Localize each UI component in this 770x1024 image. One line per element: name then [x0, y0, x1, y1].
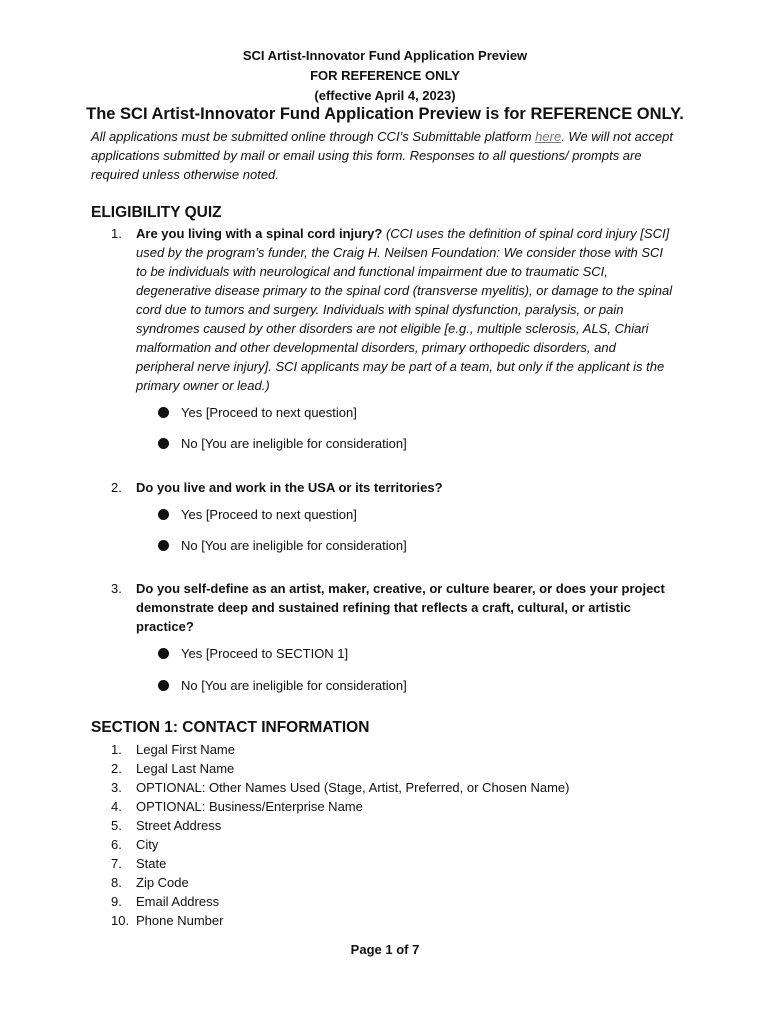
bullet-icon [158, 680, 169, 691]
item-number: 4. [111, 799, 122, 814]
question-1 [91, 224, 691, 395]
item-number: 1. [111, 742, 122, 757]
list-item [91, 892, 651, 911]
bullet-icon [158, 509, 169, 520]
bullet-icon [158, 648, 169, 659]
option-label: No [You are ineligible for consideration] [181, 436, 407, 451]
page-title: The SCI Artist-Innovator Fund Application Preview is for REFERENCE ONLY. [86, 105, 684, 123]
question-text: Do you self-define as an artist, maker, creative, or culture bearer, or does your project demonstrate deep and sustained refining that reflects a craft, cultural, or artistic practice? [136, 581, 665, 634]
item-label: Zip Code [136, 875, 189, 890]
header-reference-note: FOR REFERENCE ONLY [310, 68, 460, 83]
eligibility-heading: ELIGIBILITY QUIZ [91, 204, 222, 221]
item-label: Legal Last Name [136, 761, 235, 776]
option-no[interactable] [158, 676, 407, 695]
question-2 [91, 478, 691, 497]
item-label: OPTIONAL: Business/Enterprise Name [136, 799, 363, 814]
list-item [91, 759, 651, 778]
option-yes[interactable] [158, 403, 357, 422]
list-item [91, 797, 651, 816]
item-number: 2. [111, 761, 122, 776]
option-yes[interactable] [158, 644, 348, 663]
item-number: 6. [111, 837, 122, 852]
list-item [91, 778, 651, 797]
question-text: Are you living with a spinal cord injury? [136, 226, 383, 241]
list-item [91, 911, 651, 930]
item-label: Street Address [136, 818, 222, 833]
item-number: 5. [111, 818, 122, 833]
item-label: Email Address [136, 894, 220, 909]
question-number: 2. [111, 480, 122, 495]
section1-heading: SECTION 1: CONTACT INFORMATION [91, 719, 370, 736]
question-number: 1. [111, 226, 122, 241]
option-label: Yes [Proceed to next question] [181, 507, 357, 522]
option-yes[interactable] [158, 505, 357, 524]
option-label: No [You are ineligible for consideration] [181, 678, 407, 693]
header-effective-date: (effective April 4, 2023) [314, 88, 456, 103]
document-header [0, 46, 770, 106]
item-number: 3. [111, 780, 122, 795]
bullet-icon [158, 438, 169, 449]
item-label: Legal First Name [136, 742, 235, 757]
option-no[interactable] [158, 536, 407, 555]
item-label: OPTIONAL: Other Names Used (Stage, Artist, Preferred, or Chosen Name) [136, 780, 570, 795]
item-number: 9. [111, 894, 122, 909]
item-number: 8. [111, 875, 122, 890]
option-label: Yes [Proceed to SECTION 1] [181, 646, 349, 661]
item-label: Phone Number [136, 913, 224, 928]
option-no[interactable] [158, 434, 407, 453]
option-label: Yes [Proceed to next question] [181, 405, 357, 420]
intro-text-start: All applications must be submitted online through CCI’s Submittable platform [91, 129, 536, 144]
contact-fields-list [91, 740, 651, 930]
header-title: SCI Artist-Innovator Fund Application Preview [242, 48, 528, 63]
question-number: 3. [111, 581, 122, 596]
question-note: (CCI uses the definition of spinal cord injury [SCI] used by the program’s funder, the Craig H. Neilsen Foundation: We consider those with SCI to be individuals with neurological and functional impairment due to traumatic SCI, degenerative disease primary to the spinal cord (transverse myelitis), or damage to the spinal cord due to tumors and surgery. Individuals with spinal dysfunction, paralysis, or pain syndromes caused by other disorders are not eligible [e.g., multiple sclerosis, ALS, Chiari malformation and other developmental disorders, primary orthopedic disorders, and peripheral nerve injury]. SCI applicants may be part of a team, but only if the applicant is the primary owner or lead.) [136, 226, 673, 393]
bullet-icon [158, 540, 169, 551]
item-label: City [136, 837, 159, 852]
item-number: 7. [111, 856, 122, 871]
intro-paragraph [91, 127, 681, 184]
item-label: State [136, 856, 167, 871]
bullet-icon [158, 407, 169, 418]
intro-text-end: . We will not accept applications submitted by mail or email using this form. Responses to all questions/ prompts are required unless otherwise noted. [91, 129, 673, 182]
question-text: Do you live and work in the USA or its territories? [136, 480, 443, 495]
page-number: Page 1 of 7 [350, 942, 420, 957]
list-item [91, 816, 651, 835]
list-item [91, 854, 651, 873]
item-number: 10. [111, 913, 130, 928]
submittable-link[interactable]: here [535, 129, 562, 144]
list-item [91, 835, 651, 854]
list-item [91, 740, 651, 759]
question-3 [91, 579, 691, 636]
option-label: No [You are ineligible for consideration] [181, 538, 407, 553]
list-item [91, 873, 651, 892]
